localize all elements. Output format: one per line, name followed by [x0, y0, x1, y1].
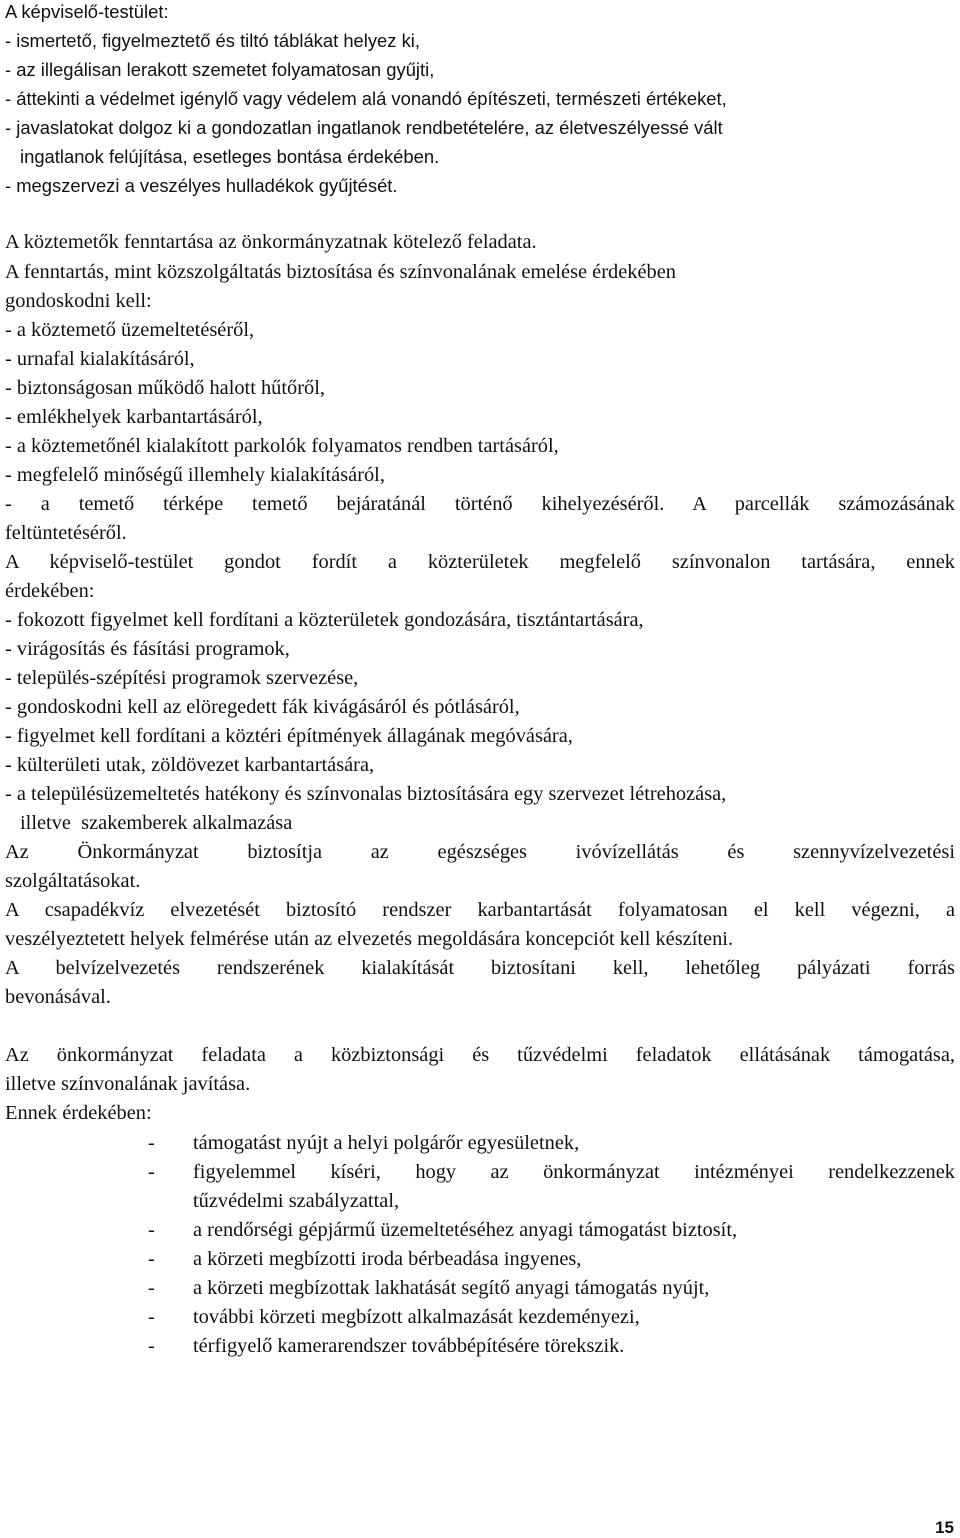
list-item: - az illegálisan lerakott szemetet folyamatosan gyűjti,	[5, 59, 435, 80]
paragraph-line: illetve színvonalának javítása.	[5, 1073, 251, 1095]
paragraph-line: Az Önkormányzat biztosítja az egészséges ivóvízellátás és szennyvízelvezetési	[5, 841, 955, 863]
list-item: - megszervezi a veszélyes hulladékok gyűjtését.	[5, 175, 398, 196]
list-item: térfigyelő kamerarendszer továbbépítésére törekszik.	[193, 1335, 625, 1357]
list-item: a körzeti megbízottak lakhatását segítő anyagi támogatás nyújt,	[193, 1277, 710, 1299]
paragraph-line: érdekében:	[5, 580, 95, 602]
list-item-continuation: ingatlanok felújítása, esetleges bontása érdekében.	[20, 146, 440, 167]
section-heading: A képviselő-testület:	[5, 1, 169, 22]
paragraph-line: A fenntartás, mint közszolgáltatás biztosítása és színvonalának emelése érdekében	[5, 261, 676, 283]
paragraph-line: A belvízelvezetés rendszerének kialakítását biztosítani kell, lehetőleg pályázati forrás	[5, 957, 955, 979]
bullet-dash: -	[148, 1161, 155, 1183]
list-item: - fokozott figyelmet kell fordítani a közterületek gondozására, tisztántartására,	[5, 609, 644, 631]
paragraph-line: Az önkormányzat feladata a közbiztonsági és tűzvédelmi feladatok ellátásának támogatása,	[5, 1044, 955, 1066]
bullet-dash: -	[148, 1248, 155, 1270]
list-item-continuation: tűzvédelmi szabályzattal,	[193, 1190, 400, 1212]
list-item: - a köztemetőnél kialakított parkolók folyamatos rendben tartásáról,	[5, 435, 559, 457]
list-item: - áttekinti a védelmet igénylő vagy védelem alá vonandó építészeti, természeti értékeket,	[5, 88, 727, 109]
list-item: - a temető térképe temető bejáratánál történő kihelyezéséről. A parcellák számozásának	[5, 493, 955, 515]
bullet-dash: -	[148, 1132, 155, 1154]
list-item: figyelemmel kíséri, hogy az önkormányzat intézményei rendelkezzenek	[193, 1161, 955, 1183]
list-item: - virágosítás és fásítási programok,	[5, 638, 290, 660]
list-item: - urnafal kialakításáról,	[5, 348, 195, 370]
paragraph-line: szolgáltatásokat.	[5, 870, 141, 892]
list-item: a rendőrségi gépjármű üzemeltetéséhez anyagi támogatást biztosít,	[193, 1219, 738, 1241]
list-item: - település-szépítési programok szervezése,	[5, 667, 359, 689]
list-item: - biztonságosan működő halott hűtőről,	[5, 377, 325, 399]
paragraph-line: Ennek érdekében:	[5, 1102, 152, 1124]
list-item-continuation: feltüntetéséről.	[5, 522, 127, 544]
list-item: - megfelelő minőségű illemhely kialakításáról,	[5, 464, 385, 486]
page-number: 15	[935, 1518, 954, 1537]
list-item: - külterületi utak, zöldövezet karbantartására,	[5, 754, 375, 776]
paragraph-line: gondoskodni kell:	[5, 290, 152, 312]
list-item: támogatást nyújt a helyi polgárőr egyesületnek,	[193, 1132, 580, 1154]
list-item: a körzeti megbízotti iroda bérbeadása ingyenes,	[193, 1248, 582, 1270]
list-item: - gondoskodni kell az elöregedett fák kivágásáról és pótlásáról,	[5, 696, 520, 718]
bullet-dash: -	[148, 1335, 155, 1357]
paragraph-intro: A köztemetők fenntartása az önkormányzatnak kötelező feladata.	[5, 231, 537, 253]
paragraph-line: A képviselő-testület gondot fordít a közterületek megfelelő színvonalon tartására, ennek	[5, 551, 955, 573]
list-item: további körzeti megbízott alkalmazását kezdeményezi,	[193, 1306, 640, 1328]
list-item: - emlékhelyek karbantartásáról,	[5, 406, 263, 428]
list-item: - figyelmet kell fordítani a köztéri építmények állagának megóvására,	[5, 725, 573, 747]
list-item: - ismertető, figyelmeztető és tiltó táblákat helyez ki,	[5, 30, 420, 51]
list-item: - a településüzemeltetés hatékony és színvonalas biztosítására egy szervezet létrehozása,	[5, 783, 727, 805]
list-item: - a köztemető üzemeltetéséről,	[5, 319, 255, 341]
paragraph-line: A csapadékvíz elvezetését biztosító rendszer karbantartását folyamatosan el kell végezni, a	[5, 899, 955, 921]
paragraph-line: bevonásával.	[5, 986, 111, 1008]
list-item-continuation: illetve szakemberek alkalmazása	[20, 812, 293, 834]
bullet-dash: -	[148, 1277, 155, 1299]
paragraph-line: veszélyeztetett helyek felmérése után az elvezetés megoldására koncepciót kell készíteni.	[5, 928, 734, 950]
bullet-dash: -	[148, 1306, 155, 1328]
bullet-dash: -	[148, 1219, 155, 1241]
list-item: - javaslatokat dolgoz ki a gondozatlan ingatlanok rendbetételére, az életveszélyessé vált	[5, 117, 723, 138]
